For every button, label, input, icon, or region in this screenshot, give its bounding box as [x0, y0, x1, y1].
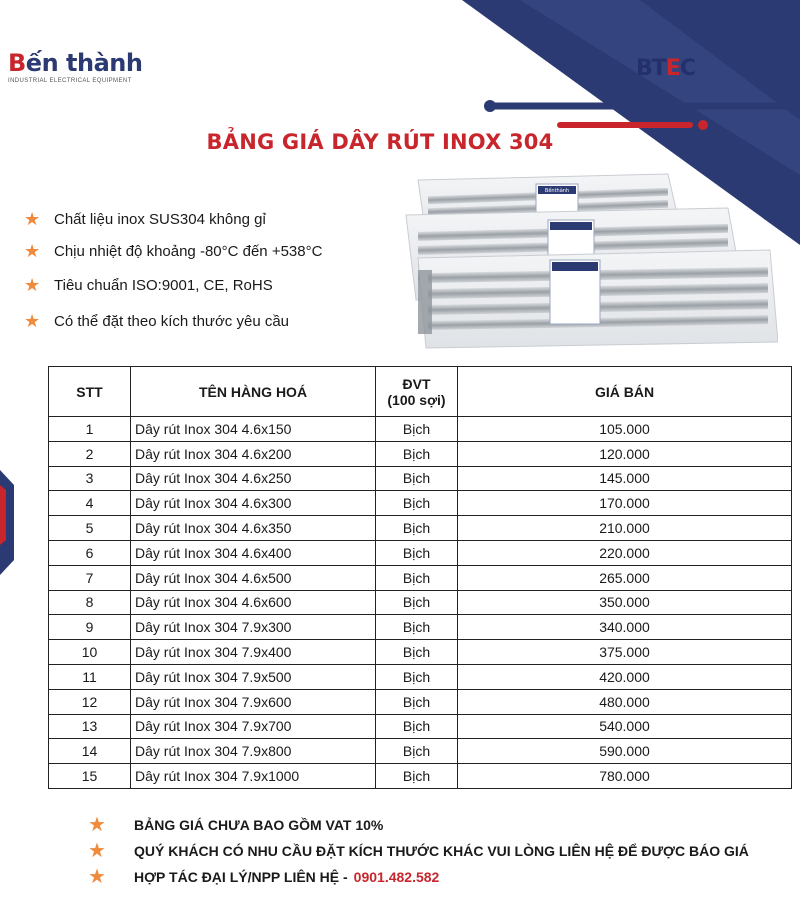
cell-price: 265.000 — [458, 565, 792, 590]
feature-text: Chất liệu inox SUS304 không gỉ — [54, 210, 266, 228]
feature-item — [24, 312, 289, 330]
product-photo — [398, 170, 778, 350]
star-icon: ★ — [88, 866, 106, 888]
cell-price: 340.000 — [458, 615, 792, 640]
cell-stt: 1 — [49, 417, 131, 442]
cell-stt: 6 — [49, 540, 131, 565]
cell-name: Dây rút Inox 304 7.9x400 — [131, 640, 376, 665]
cell-unit: Bịch — [376, 417, 458, 442]
star-icon: ★ — [24, 275, 41, 295]
cell-name: Dây rút Inox 304 4.6x200 — [131, 441, 376, 466]
column-header-stt: STT — [49, 367, 131, 417]
cell-price: 210.000 — [458, 516, 792, 541]
cell-unit: Bịch — [376, 664, 458, 689]
cell-stt: 4 — [49, 491, 131, 516]
cell-stt: 9 — [49, 615, 131, 640]
feature-text: Có thể đặt theo kích thước yêu cầu — [54, 312, 290, 330]
star-icon: ★ — [88, 840, 106, 862]
cell-unit: Bịch — [376, 640, 458, 665]
btec-logo-part3: C — [679, 56, 695, 81]
cell-unit: Bịch — [376, 590, 458, 615]
star-icon: ★ — [88, 814, 106, 836]
table-row — [49, 739, 792, 764]
note-item — [88, 842, 749, 860]
table-row — [49, 417, 792, 442]
feature-item — [24, 242, 322, 260]
table-header-row — [49, 367, 792, 417]
page-title: BẢNG GIÁ DÂY RÚT INOX 304 — [206, 130, 554, 154]
star-icon: ★ — [24, 241, 41, 261]
table-row — [49, 764, 792, 789]
table-row — [49, 664, 792, 689]
cell-price: 480.000 — [458, 689, 792, 714]
unit-header-line1: ĐVT — [402, 375, 431, 392]
cell-stt: 3 — [49, 466, 131, 491]
cell-stt: 8 — [49, 590, 131, 615]
cell-stt: 14 — [49, 739, 131, 764]
cell-price: 220.000 — [458, 540, 792, 565]
cell-name: Dây rút Inox 304 4.6x600 — [131, 590, 376, 615]
cell-name: Dây rút Inox 304 7.9x500 — [131, 664, 376, 689]
table-row — [49, 491, 792, 516]
table-row — [49, 540, 792, 565]
table-row — [49, 689, 792, 714]
btec-logo-part2: E — [665, 56, 680, 81]
cell-price: 105.000 — [458, 417, 792, 442]
cell-stt: 13 — [49, 714, 131, 739]
star-icon: ★ — [24, 311, 41, 331]
cell-name: Dây rút Inox 304 4.6x400 — [131, 540, 376, 565]
cell-price: 590.000 — [458, 739, 792, 764]
cell-name: Dây rút Inox 304 7.9x300 — [131, 615, 376, 640]
column-header-price: GIÁ BÁN — [458, 367, 792, 417]
cell-name: Dây rút Inox 304 7.9x700 — [131, 714, 376, 739]
cell-name: Dây rút Inox 304 4.6x500 — [131, 565, 376, 590]
cell-unit: Bịch — [376, 615, 458, 640]
cell-stt: 2 — [49, 441, 131, 466]
column-header-unit — [376, 367, 458, 417]
cell-stt: 5 — [49, 516, 131, 541]
note-text: QUÝ KHÁCH CÓ NHU CẦU ĐẶT KÍCH THƯỚC KHÁC VUI LÒNG LIÊN HỆ ĐỂ ĐƯỢC BÁO GIÁ — [134, 843, 749, 859]
benthanh-logo — [8, 49, 143, 85]
feature-text: Chịu nhiệt độ khoảng -80°C đến +538°C — [54, 242, 323, 260]
column-header-name: TÊN HÀNG HOÁ — [131, 367, 376, 417]
note-text: HỢP TÁC ĐẠI LÝ/NPP LIÊN HỆ - — [134, 869, 348, 885]
cell-price: 145.000 — [458, 466, 792, 491]
cell-unit: Bịch — [376, 714, 458, 739]
table-row — [49, 441, 792, 466]
cell-price: 350.000 — [458, 590, 792, 615]
btec-logo-part1: BT — [636, 56, 666, 81]
logo-tagline: INDUSTRIAL ELECTRICAL EQUIPMENT — [8, 78, 132, 84]
cell-price: 170.000 — [458, 491, 792, 516]
table-row — [49, 714, 792, 739]
cell-unit: Bịch — [376, 516, 458, 541]
cell-name: Dây rút Inox 304 4.6x300 — [131, 491, 376, 516]
logo-initial: B — [8, 49, 26, 77]
table-row — [49, 565, 792, 590]
cell-unit: Bịch — [376, 689, 458, 714]
cell-name: Dây rút Inox 304 7.9x800 — [131, 739, 376, 764]
note-text: BẢNG GIÁ CHƯA BAO GỒM VAT 10% — [134, 817, 384, 833]
hotline-number[interactable]: 0901.482.582 — [353, 869, 440, 885]
logo-name: ến thành — [25, 49, 143, 77]
cell-unit: Bịch — [376, 441, 458, 466]
cell-name: Dây rút Inox 304 4.6x350 — [131, 516, 376, 541]
cell-stt: 7 — [49, 565, 131, 590]
table-body — [49, 417, 792, 789]
table-row — [49, 466, 792, 491]
btec-logo — [636, 56, 695, 81]
cell-name: Dây rút Inox 304 7.9x600 — [131, 689, 376, 714]
feature-text: Tiêu chuẩn ISO:9001, CE, RoHS — [54, 276, 273, 294]
cell-unit: Bịch — [376, 466, 458, 491]
note-item — [88, 816, 383, 834]
cell-price: 375.000 — [458, 640, 792, 665]
cell-stt: 11 — [49, 664, 131, 689]
table-row — [49, 615, 792, 640]
cell-unit: Bịch — [376, 739, 458, 764]
cell-unit: Bịch — [376, 540, 458, 565]
table-row — [49, 590, 792, 615]
cell-price: 780.000 — [458, 764, 792, 789]
cell-unit: Bịch — [376, 565, 458, 590]
unit-header-line2: (100 sợi) — [387, 391, 446, 408]
cell-price: 420.000 — [458, 664, 792, 689]
feature-item — [24, 210, 266, 228]
table-row — [49, 516, 792, 541]
product-label: Bếnthành — [544, 188, 570, 194]
cell-unit: Bịch — [376, 491, 458, 516]
feature-item — [24, 276, 273, 294]
cell-price: 120.000 — [458, 441, 792, 466]
table-row — [49, 640, 792, 665]
price-table — [48, 366, 792, 789]
cell-unit: Bịch — [376, 764, 458, 789]
star-icon: ★ — [24, 209, 41, 229]
note-item — [88, 868, 439, 886]
cell-name: Dây rút Inox 304 4.6x150 — [131, 417, 376, 442]
cell-name: Dây rút Inox 304 4.6x250 — [131, 466, 376, 491]
cell-stt: 10 — [49, 640, 131, 665]
cell-price: 540.000 — [458, 714, 792, 739]
cell-stt: 15 — [49, 764, 131, 789]
cell-name: Dây rút Inox 304 7.9x1000 — [131, 764, 376, 789]
cell-stt: 12 — [49, 689, 131, 714]
